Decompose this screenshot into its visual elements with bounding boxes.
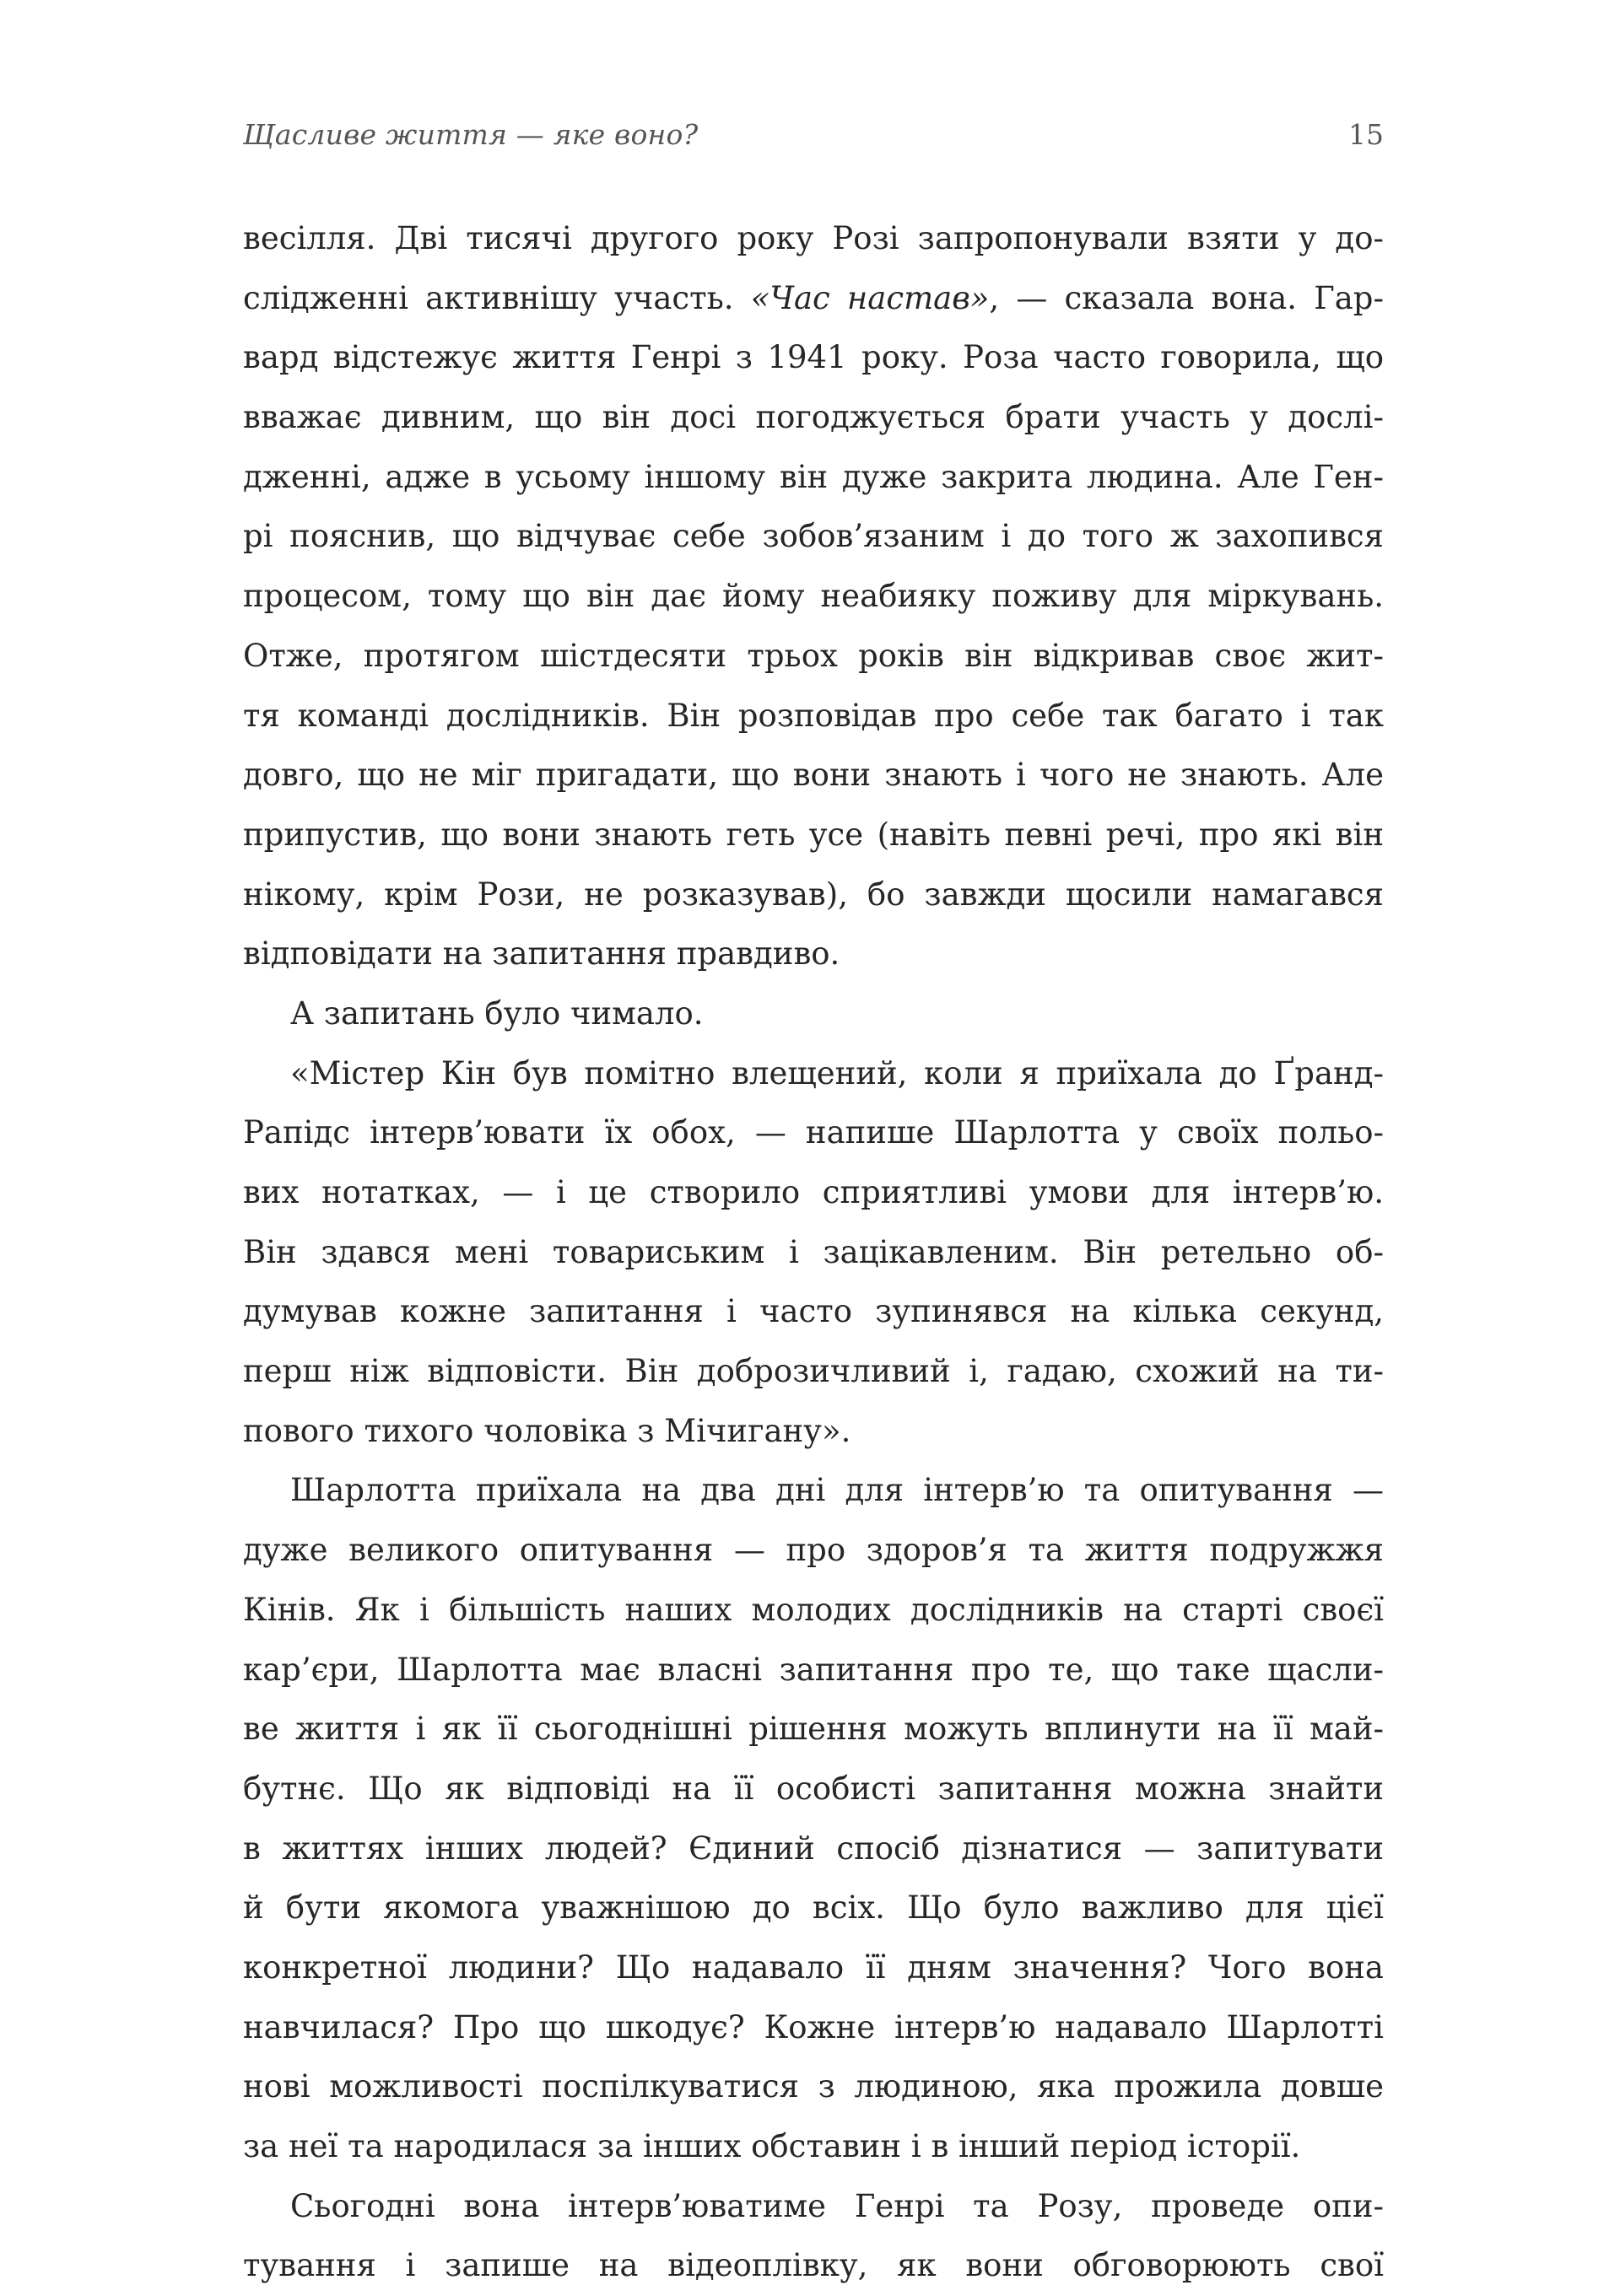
text-line: навчилася? Про що шкодує? Кожне інтерв’ю надавало Шарлотті [243, 2008, 1384, 2045]
text-line: відповідати на запитання правдиво. [243, 935, 840, 973]
text-line: тування і запише на відеоплівку, як вони обговорюють свої [243, 2247, 1384, 2284]
text-line: Шарлотта приїхала на два дні для інтерв’ю та опитування — [290, 1472, 1384, 1509]
body-text [243, 209, 1384, 2296]
text-line: й бути якомога уважнішою до всіх. Що було важливо для цієї [243, 1889, 1384, 1927]
text-line: думував кожне запитання і часто зупинявся на кілька секунд, [243, 1293, 1384, 1330]
italic-quote: «Час настав» [750, 279, 990, 316]
text-line: кар’єри, Шарлотта має власні запитання про те, що таке щасли- [243, 1651, 1384, 1688]
running-head [243, 118, 1384, 169]
text-line: припустив, що вони знають геть усе (навіть певні речі, про які він [243, 816, 1384, 853]
text-line: бутнє. Що як відповіді на її особисті запитання можна знайти [243, 1770, 1384, 1807]
text-line: дуже великого опитування — про здоров’я та життя подружжя [243, 1532, 1384, 1569]
text-line: Отже, протягом шістдесяти трьох років він відкривав своє жит- [243, 637, 1384, 674]
text-line: ве життя і як її сьогоднішні рішення можуть вплинути на її май- [243, 1711, 1384, 1748]
text-line: Сьогодні вона інтерв’юватиме Генрі та Розу, проведе опи- [290, 2187, 1384, 2224]
text-line: за неї та народилася за інших обставин і в інший період історії. [243, 2128, 1301, 2164]
text-line: вих нотатках, — і це створило сприятливі умови для інтерв’ю. [243, 1174, 1384, 1210]
text-line: «Містер Кін був помітно влещений, коли я приїхала до Ґранд- [290, 1054, 1384, 1091]
text-line: слідженні активнішу участь. «Час настав», — сказала вона. Гар- [243, 279, 1384, 316]
text-line: А запитань було чимало. [290, 994, 704, 1032]
text-line: Рапідс інтерв’ювати їх обох, — напише Шарлотта у своїх польо- [243, 1114, 1384, 1151]
text-line: дженні, адже в усьому іншому він дуже закрита людина. Але Ген- [243, 458, 1384, 495]
text-line: довго, що не міг пригадати, що вони знають і чого не знають. Але [243, 757, 1384, 794]
text-line: пового тихого чоловіка з Мічигану». [243, 1412, 851, 1449]
text-line: перш ніж відповісти. Він доброзичливий і, гадаю, схожий на ти- [243, 1353, 1384, 1390]
text-line: нові можливості поспілкуватися з людиною, яка прожила довше [243, 2068, 1384, 2105]
text-line: тя команді дослідників. Він розповідав про себе так багато і так [243, 697, 1384, 734]
text-line: вважає дивним, що він досі погоджується брати участь у дослі- [243, 399, 1384, 436]
text-line: вард відстежує життя Генрі з 1941 року. Роза часто говорила, що [243, 339, 1384, 376]
text-line: весілля. Дві тисячі другого року Розі запропонували взяти у до- [243, 220, 1384, 256]
text-line: нікому, крім Рози, не розказував), бо завжди щосили намагався [243, 876, 1384, 913]
text-line: Він здався мені товариським і зацікавленим. Він ретельно об- [243, 1233, 1384, 1270]
running-title: Щасливе життя — яке воно? [243, 118, 699, 151]
page-number: 15 [1348, 118, 1384, 151]
text-line: рі пояснив, що відчуває себе зобов’язаним і до того ж захопився [243, 518, 1384, 555]
text-line: конкретної людини? Що надавало її дням значення? Чого вона [243, 1948, 1384, 1986]
text-line: Кінів. Як і більшість наших молодих дослідників на старті своєї [243, 1591, 1384, 1628]
text-line: процесом, тому що він дає йому неабияку поживу для міркувань. [243, 578, 1384, 615]
text-line: в життях інших людей? Єдиний спосіб дізнатися — запитувати [243, 1830, 1384, 1867]
